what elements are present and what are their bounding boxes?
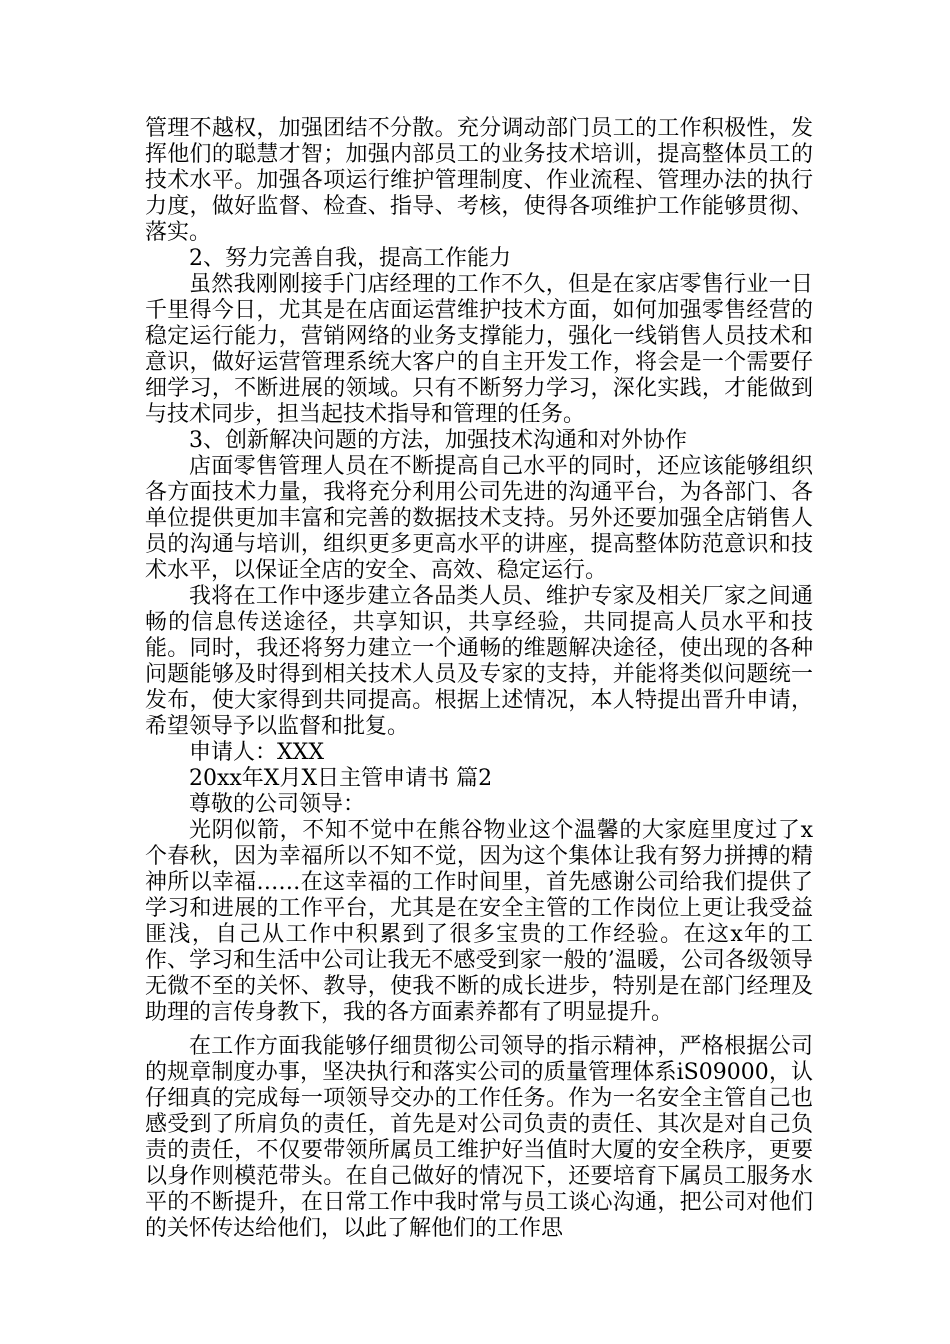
- heading-innovation: 3、创新解决问题的方法，加强技术沟通和对外协作: [189, 428, 687, 453]
- document-page: [145, 116, 813, 1242]
- applicant-line: 申请人：XXX: [189, 740, 324, 765]
- salutation-line: 尊敬的公司领导：: [189, 792, 366, 817]
- date-title-line: 20xx年X月X日主管申请书 篇2: [189, 766, 493, 791]
- paragraph-work-aspects: 在工作方面我能够仔细贯彻公司领导的指示精神，严格根据公司的规章制度办事，坚决执行和落实公司的质量管理体系iS09000，认仔细真的完成每一项领导交办的工作任务。作为一名安全主管自己也感受到了所肩负的责任，首先是对公司负责的责任、其次是对自己负责的责任，不仅要带领所属员工维护好当值时大厦的安全秩序，更要以身作则模范带头。在自己做好的情况下，还要培育下属员工服务水平的不断提升，在日常工作中我时常与员工谈心沟通，把公司对他们的关怀传达给他们，以此了解他们的工作思: [145, 1034, 813, 1241]
- paragraph-management-text: 管理不越权，加强团结不分散。充分调动部门员工的工作积极性，发挥他们的聪慧才智；加强内部员工的业务技术培训，提高整体员工的技术水平。加强各项运行维护管理制度、作业流程、管理办法的执行力度，做好监督、检查、指导、考核，使得各项维护工作能够贯彻、落实。: [145, 116, 813, 245]
- paragraph-info-channel: 我将在工作中逐步建立各品类人员、维护专家及相关厂家之间通畅的信息传送途径，共享知识，共享经验，共同提高人员水平和技能。同时，我还将努力建立一个通畅的维题解决途径，使出现的各种问题能够及时得到相关技术人员及专家的支持，并能将类似问题统一发布，使大家得到共同提高。根据上述情况，本人特提出晋升申请，希望领导予以监督和批复。: [145, 584, 813, 739]
- paragraph-retail-staff: 店面零售管理人员在不断提高自己水平的同时，还应该能够组织各方面技术力量，我将充分利用公司先进的沟通平台，为各部门、各单位提供更加丰富和完善的数据技术支持。另外还要加强全店销售人员的沟通与培训，组织更多更高水平的讲座，提高整体防范意识和技术水平，以保证全店的安全、高效、稳定运行。: [145, 454, 813, 583]
- paragraph-store-manager: 虽然我刚刚接手门店经理的工作不久，但是在家店零售行业一日千里得今日，尤其是在店面运营维护技术方面，如何加强零售经营的稳定运行能力，营销网络的业务支撑能力，强化一线销售人员技术和意识，做好运营管理系统大客户的自主开发工作，将会是一个需要仔细学习，不断进展的领域。只有不断努力学习，深化实践，才能做到与技术同步，担当起技术指导和管理的任务。: [145, 272, 813, 427]
- paragraph-time-flies: 光阴似箭，不知不觉中在熊谷物业这个温馨的大家庭里度过了x个春秋，因为幸福所以不知不觉，因为这个集体让我有努力拼搏的精神所以幸福……在这幸福的工作时间里，首先感谢公司给我们提供了学习和进展的工作平台，尤其是在安全主管的工作岗位上更让我受益匪浅，自己从工作中积累到了很多宝贵的工作经验。在这x年的工作、学习和生活中公司让我无不感受到家一般的’温暖，公司各级领导无微不至的关怀、教导，使我不断的成长进步，特别是在部门经理及助理的言传身教下，我的各方面素养都有了明显提升。: [145, 818, 813, 1025]
- heading-self-improvement: 2、努力完善自我，提高工作能力: [189, 246, 511, 271]
